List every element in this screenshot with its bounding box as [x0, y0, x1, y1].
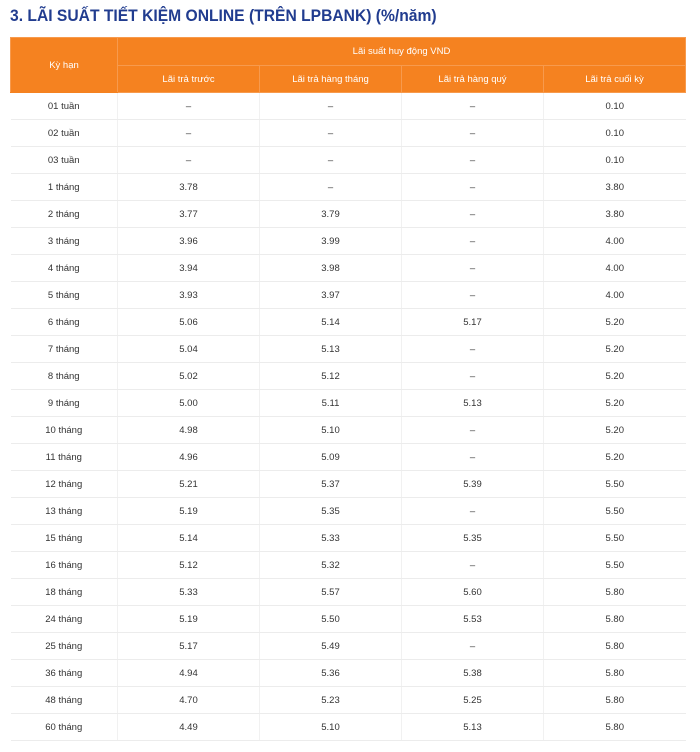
- quarterly-rate-cell: –: [402, 255, 544, 282]
- end-of-term-rate-cell: 3.80: [544, 201, 686, 228]
- term-cell: 25 tháng: [11, 633, 118, 660]
- table-header: [11, 38, 686, 93]
- table-row: [11, 579, 686, 606]
- monthly-rate-cell: –: [260, 147, 402, 174]
- table-row: [11, 255, 686, 282]
- term-cell: 7 tháng: [11, 336, 118, 363]
- table-row: [11, 147, 686, 174]
- monthly-rate-cell: –: [260, 174, 402, 201]
- prepaid-interest-header: Lãi trả trước: [118, 66, 260, 93]
- end-of-term-rate-cell: 5.50: [544, 525, 686, 552]
- end-of-term-rate-cell: 4.00: [544, 282, 686, 309]
- prepaid-rate-cell: 5.12: [118, 552, 260, 579]
- table-row: [11, 228, 686, 255]
- end-of-term-interest-header: Lãi trả cuối kỳ: [544, 66, 686, 93]
- prepaid-rate-cell: 5.04: [118, 336, 260, 363]
- prepaid-rate-cell: 3.96: [118, 228, 260, 255]
- quarterly-rate-cell: –: [402, 336, 544, 363]
- table-row: [11, 444, 686, 471]
- end-of-term-rate-cell: 5.20: [544, 363, 686, 390]
- prepaid-rate-cell: 5.06: [118, 309, 260, 336]
- end-of-term-rate-cell: 5.20: [544, 417, 686, 444]
- monthly-rate-cell: 5.14: [260, 309, 402, 336]
- end-of-term-rate-cell: 5.80: [544, 687, 686, 714]
- prepaid-rate-cell: 3.78: [118, 174, 260, 201]
- term-cell: 2 tháng: [11, 201, 118, 228]
- prepaid-rate-cell: 5.02: [118, 363, 260, 390]
- term-cell: 4 tháng: [11, 255, 118, 282]
- term-cell: 1 tháng: [11, 174, 118, 201]
- monthly-rate-cell: 5.23: [260, 687, 402, 714]
- prepaid-rate-cell: 4.96: [118, 444, 260, 471]
- quarterly-rate-cell: –: [402, 93, 544, 120]
- end-of-term-rate-cell: 0.10: [544, 93, 686, 120]
- prepaid-rate-cell: 5.17: [118, 633, 260, 660]
- quarterly-rate-cell: 5.17: [402, 309, 544, 336]
- prepaid-rate-cell: 3.93: [118, 282, 260, 309]
- monthly-rate-cell: 5.57: [260, 579, 402, 606]
- page-title: 3. LÃI SUẤT TIẾT KIỆM ONLINE (TRÊN LPBANK) (%/năm): [10, 6, 437, 25]
- table-row: [11, 633, 686, 660]
- quarterly-rate-cell: –: [402, 417, 544, 444]
- end-of-term-rate-cell: 5.50: [544, 552, 686, 579]
- quarterly-rate-cell: –: [402, 633, 544, 660]
- quarterly-rate-cell: 5.39: [402, 471, 544, 498]
- monthly-rate-cell: 3.99: [260, 228, 402, 255]
- table-row: [11, 714, 686, 741]
- end-of-term-rate-cell: 5.20: [544, 336, 686, 363]
- term-cell: 01 tuần: [11, 93, 118, 120]
- term-cell: 03 tuần: [11, 147, 118, 174]
- monthly-rate-cell: 5.50: [260, 606, 402, 633]
- term-cell: 12 tháng: [11, 471, 118, 498]
- monthly-interest-header: Lãi trả hàng tháng: [260, 66, 402, 93]
- end-of-term-rate-cell: 5.80: [544, 633, 686, 660]
- end-of-term-rate-cell: 5.80: [544, 579, 686, 606]
- term-cell: 10 tháng: [11, 417, 118, 444]
- table-row: [11, 525, 686, 552]
- monthly-rate-cell: 5.37: [260, 471, 402, 498]
- monthly-rate-cell: 5.49: [260, 633, 402, 660]
- term-column-header: Kỳ hạn: [11, 38, 118, 93]
- term-cell: 02 tuần: [11, 120, 118, 147]
- end-of-term-rate-cell: 5.20: [544, 309, 686, 336]
- end-of-term-rate-cell: 5.80: [544, 606, 686, 633]
- table-row: [11, 417, 686, 444]
- quarterly-rate-cell: –: [402, 498, 544, 525]
- monthly-rate-cell: 5.32: [260, 552, 402, 579]
- prepaid-rate-cell: –: [118, 147, 260, 174]
- term-cell: 48 tháng: [11, 687, 118, 714]
- prepaid-rate-cell: 4.94: [118, 660, 260, 687]
- monthly-rate-cell: 5.13: [260, 336, 402, 363]
- prepaid-rate-cell: 5.33: [118, 579, 260, 606]
- quarterly-rate-cell: 5.13: [402, 714, 544, 741]
- term-cell: 8 tháng: [11, 363, 118, 390]
- end-of-term-rate-cell: 5.20: [544, 444, 686, 471]
- quarterly-rate-cell: 5.60: [402, 579, 544, 606]
- quarterly-rate-cell: –: [402, 228, 544, 255]
- end-of-term-rate-cell: 5.20: [544, 390, 686, 417]
- deposit-rate-group-header: Lãi suất huy động VND: [118, 38, 686, 66]
- term-cell: 60 tháng: [11, 714, 118, 741]
- table-body: [11, 93, 686, 741]
- monthly-rate-cell: –: [260, 93, 402, 120]
- prepaid-rate-cell: 4.98: [118, 417, 260, 444]
- quarterly-rate-cell: 5.53: [402, 606, 544, 633]
- table-row: [11, 174, 686, 201]
- term-cell: 9 tháng: [11, 390, 118, 417]
- prepaid-rate-cell: –: [118, 93, 260, 120]
- monthly-rate-cell: 5.35: [260, 498, 402, 525]
- table-row: [11, 363, 686, 390]
- monthly-rate-cell: 5.12: [260, 363, 402, 390]
- term-cell: 6 tháng: [11, 309, 118, 336]
- prepaid-rate-cell: 5.00: [118, 390, 260, 417]
- table-row: [11, 660, 686, 687]
- term-cell: 3 tháng: [11, 228, 118, 255]
- table-row: [11, 390, 686, 417]
- quarterly-rate-cell: –: [402, 363, 544, 390]
- end-of-term-rate-cell: 0.10: [544, 120, 686, 147]
- end-of-term-rate-cell: 0.10: [544, 147, 686, 174]
- end-of-term-rate-cell: 5.50: [544, 471, 686, 498]
- prepaid-rate-cell: 3.94: [118, 255, 260, 282]
- monthly-rate-cell: 3.98: [260, 255, 402, 282]
- quarterly-interest-header: Lãi trả hàng quý: [402, 66, 544, 93]
- table-row: [11, 498, 686, 525]
- table-row: [11, 606, 686, 633]
- term-cell: 15 tháng: [11, 525, 118, 552]
- prepaid-rate-cell: 5.19: [118, 606, 260, 633]
- prepaid-rate-cell: 4.70: [118, 687, 260, 714]
- table-row: [11, 120, 686, 147]
- quarterly-rate-cell: 5.13: [402, 390, 544, 417]
- table-row: [11, 471, 686, 498]
- table-row: [11, 93, 686, 120]
- term-cell: 11 tháng: [11, 444, 118, 471]
- quarterly-rate-cell: 5.35: [402, 525, 544, 552]
- quarterly-rate-cell: –: [402, 174, 544, 201]
- term-cell: 18 tháng: [11, 579, 118, 606]
- end-of-term-rate-cell: 4.00: [544, 255, 686, 282]
- end-of-term-rate-cell: 3.80: [544, 174, 686, 201]
- prepaid-rate-cell: 4.49: [118, 714, 260, 741]
- quarterly-rate-cell: –: [402, 201, 544, 228]
- quarterly-rate-cell: –: [402, 147, 544, 174]
- term-cell: 5 tháng: [11, 282, 118, 309]
- monthly-rate-cell: 5.10: [260, 714, 402, 741]
- end-of-term-rate-cell: 5.80: [544, 660, 686, 687]
- prepaid-rate-cell: –: [118, 120, 260, 147]
- term-cell: 36 tháng: [11, 660, 118, 687]
- monthly-rate-cell: 5.33: [260, 525, 402, 552]
- monthly-rate-cell: 3.97: [260, 282, 402, 309]
- quarterly-rate-cell: –: [402, 552, 544, 579]
- table-row: [11, 336, 686, 363]
- monthly-rate-cell: 3.79: [260, 201, 402, 228]
- interest-rate-table: [10, 37, 686, 741]
- table-row: [11, 282, 686, 309]
- end-of-term-rate-cell: 5.80: [544, 714, 686, 741]
- end-of-term-rate-cell: 5.50: [544, 498, 686, 525]
- table-row: [11, 552, 686, 579]
- quarterly-rate-cell: –: [402, 120, 544, 147]
- quarterly-rate-cell: –: [402, 444, 544, 471]
- monthly-rate-cell: 5.09: [260, 444, 402, 471]
- prepaid-rate-cell: 5.21: [118, 471, 260, 498]
- term-cell: 13 tháng: [11, 498, 118, 525]
- table-row: [11, 687, 686, 714]
- term-cell: 24 tháng: [11, 606, 118, 633]
- monthly-rate-cell: 5.36: [260, 660, 402, 687]
- prepaid-rate-cell: 3.77: [118, 201, 260, 228]
- monthly-rate-cell: –: [260, 120, 402, 147]
- table-row: [11, 201, 686, 228]
- quarterly-rate-cell: –: [402, 282, 544, 309]
- monthly-rate-cell: 5.10: [260, 417, 402, 444]
- monthly-rate-cell: 5.11: [260, 390, 402, 417]
- prepaid-rate-cell: 5.19: [118, 498, 260, 525]
- prepaid-rate-cell: 5.14: [118, 525, 260, 552]
- end-of-term-rate-cell: 4.00: [544, 228, 686, 255]
- quarterly-rate-cell: 5.38: [402, 660, 544, 687]
- term-cell: 16 tháng: [11, 552, 118, 579]
- quarterly-rate-cell: 5.25: [402, 687, 544, 714]
- table-row: [11, 309, 686, 336]
